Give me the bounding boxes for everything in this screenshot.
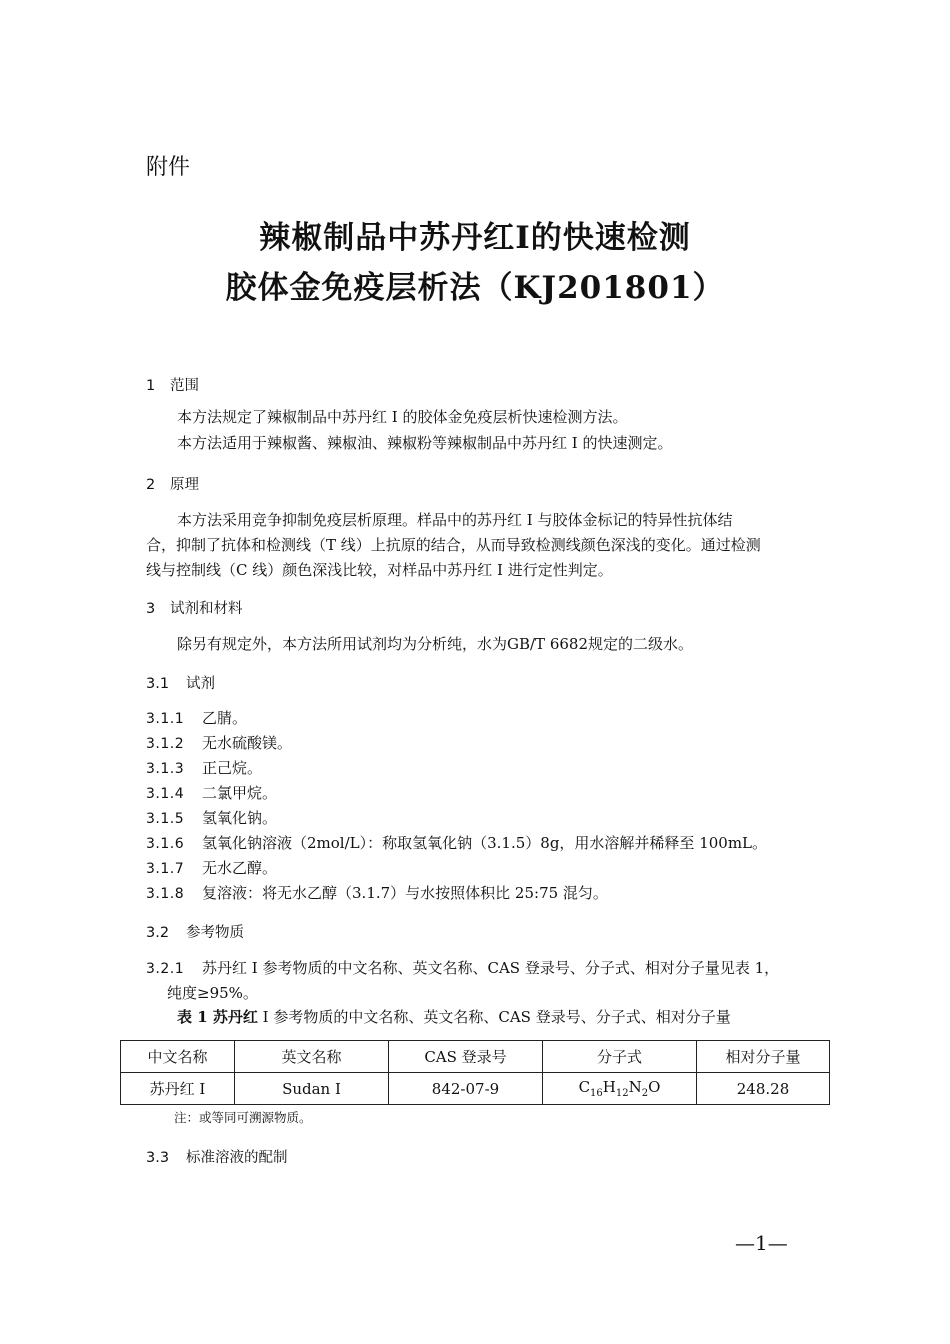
section-number: 2	[146, 477, 156, 493]
item-text: 氢氧化钠。	[202, 809, 278, 827]
reagent-item	[146, 757, 262, 778]
section-number: 3.3	[146, 1150, 170, 1166]
reagent-item	[146, 882, 608, 903]
document-title-line2: 胶体金免疫层析法（KJ201801）	[225, 270, 725, 306]
table-caption-label: 表 1 苏丹红	[177, 1008, 258, 1026]
table-header-cell: 中文名称	[121, 1041, 235, 1073]
item-text: 二氯甲烷。	[202, 784, 278, 802]
section-2-line-2: 合，抑制了抗体和检测线（T 线）上抗原的结合，从而导致检测线颜色深浅的变化。通过检测	[146, 536, 761, 554]
table-header-row	[121, 1041, 830, 1073]
item-number: 3.1.6	[146, 836, 185, 852]
item-number: 3.1.2	[146, 736, 185, 752]
reagent-item	[146, 732, 292, 753]
reagent-item	[146, 857, 277, 878]
section-3-2-heading	[146, 921, 244, 942]
section-title: 试剂和材料	[170, 601, 243, 617]
table-header-cell: 相对分子量	[697, 1041, 830, 1073]
section-title: 标准溶液的配制	[186, 1150, 288, 1166]
table-cell-cas: 842-07-9	[389, 1073, 543, 1105]
item-text: 无水硫酸镁。	[202, 734, 293, 752]
item-number: 3.2.1	[146, 961, 185, 977]
item-text: 复溶液：将无水乙醇（3.1.7）与水按照体积比 25:75 混匀。	[202, 884, 608, 902]
section-2-line-1: 本方法采用竞争抑制免疫层析原理。样品中的苏丹红 I 与胶体金标记的特异性抗体结	[177, 511, 733, 529]
section-number: 1	[146, 378, 156, 394]
table-row	[121, 1073, 830, 1105]
section-title: 原理	[170, 477, 199, 493]
table-caption-text: I 参考物质的中文名称、英文名称、CAS 登录号、分子式、相对分子量	[257, 1008, 731, 1026]
item-number: 3.1.1	[146, 711, 185, 727]
section-number: 3	[146, 601, 156, 617]
table-note: 注：或等同可溯源物质。	[174, 1110, 312, 1125]
table-cell-mw: 248.28	[697, 1073, 830, 1105]
table-header-cell: 英文名称	[235, 1041, 389, 1073]
item-number: 3.1.4	[146, 786, 185, 802]
document-title-line1: 辣椒制品中苏丹红I的快速检测	[259, 220, 691, 256]
section-1-heading	[146, 374, 199, 395]
section-3-paragraph: 除另有规定外，本方法所用试剂均为分析纯，水为GB/T 6682规定的二级水。	[177, 635, 694, 653]
reagent-item	[146, 707, 247, 728]
section-3-3-heading	[146, 1146, 288, 1167]
reagent-item	[146, 782, 277, 803]
section-2-heading	[146, 473, 199, 494]
table-cell-formula: $C_{16}H_{12}N_2O$	[543, 1073, 697, 1105]
item-number: 3.1.8	[146, 886, 185, 902]
reagent-item	[146, 807, 277, 828]
section-title: 试剂	[186, 676, 215, 692]
item-text: 无水乙醇。	[202, 859, 278, 877]
section-number: 3.2	[146, 925, 170, 941]
section-1-paragraph-1: 本方法规定了辣椒制品中苏丹红 I 的胶体金免疫层析快速检测方法。	[177, 408, 628, 426]
table-caption	[177, 1005, 731, 1030]
item-text: 氢氧化钠溶液（2mol/L）：称取氢氧化钠（3.1.5）8g，用水溶解并稀释至 100mL。	[202, 834, 768, 852]
section-number: 3.1	[146, 676, 170, 692]
reference-table	[120, 1040, 830, 1105]
reference-item	[146, 957, 779, 978]
table-header-cell: CAS 登录号	[389, 1041, 543, 1073]
reagent-item	[146, 832, 767, 853]
item-text: 乙腈。	[202, 709, 248, 727]
item-text: 苏丹红 I 参考物质的中文名称、英文名称、CAS 登录号、分子式、相对分子量见表 1，	[202, 959, 780, 977]
item-number: 3.1.3	[146, 761, 185, 777]
section-title: 范围	[170, 378, 199, 394]
section-3-heading	[146, 597, 243, 618]
section-2-line-3: 线与控制线（C 线）颜色深浅比较，对样品中苏丹红 I 进行定性判定。	[146, 561, 613, 579]
section-3-1-heading	[146, 672, 215, 693]
item-number: 3.1.5	[146, 811, 185, 827]
item-number: 3.1.7	[146, 861, 185, 877]
item-text: 正己烷。	[202, 759, 263, 777]
table-header-cell: 分子式	[543, 1041, 697, 1073]
table-cell-cn-name: 苏丹红 I	[121, 1073, 235, 1105]
annex-label: 附件	[146, 155, 191, 180]
page-number: —1—	[735, 1231, 788, 1255]
section-1-paragraph-2: 本方法适用于辣椒酱、辣椒油、辣椒粉等辣椒制品中苏丹红 I 的快速测定。	[177, 434, 673, 452]
table-cell-en-name: Sudan I	[235, 1073, 389, 1105]
section-title: 参考物质	[186, 925, 244, 941]
reference-item-line-2: 纯度≥95%。	[167, 984, 258, 1002]
